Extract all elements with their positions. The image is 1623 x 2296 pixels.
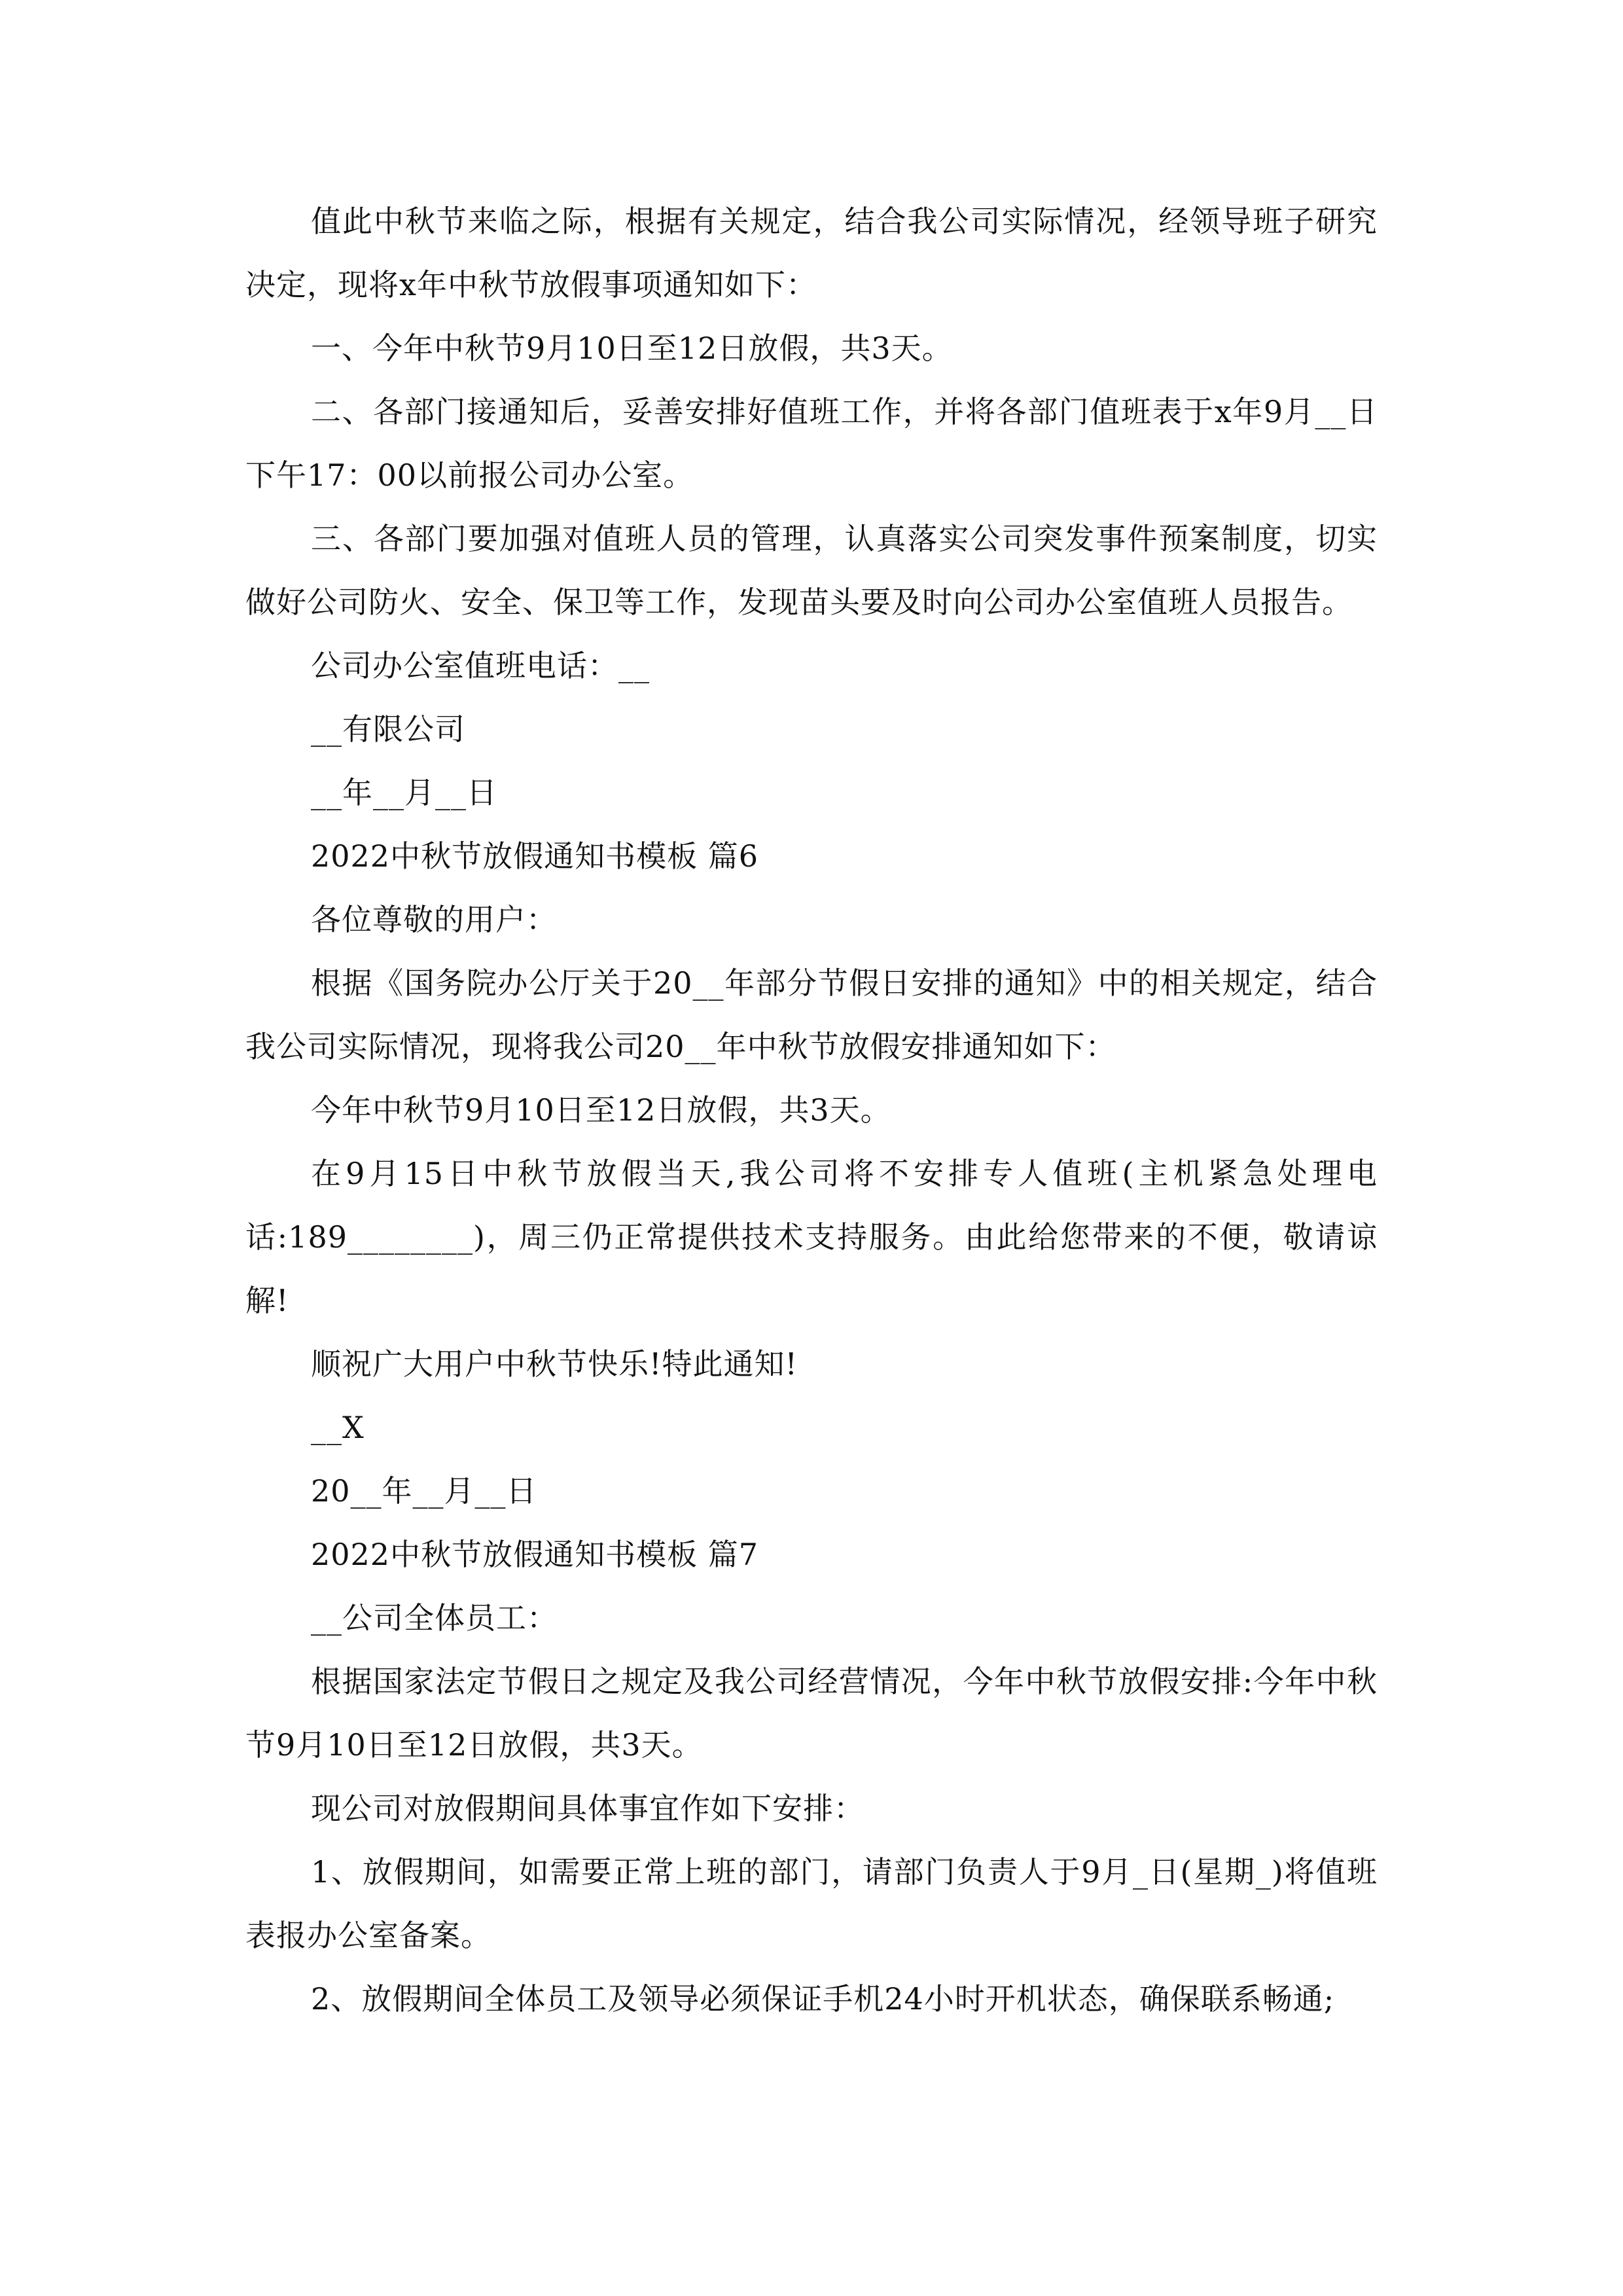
paragraph: 根据《国务院办公厅关于20__年部分节假日安排的通知》中的相关规定，结合我公司实际情况，现将我公司20__年中秋节放假安排通知如下： xyxy=(245,965,1378,1064)
paragraph: 顺祝广大用户中秋节快乐!特此通知! xyxy=(311,1346,798,1382)
greeting: __公司全体员工： xyxy=(311,1600,558,1636)
paragraph: 现公司对放假期间具体事宜作如下安排： xyxy=(311,1791,865,1826)
date-line: __年__月__日 xyxy=(311,775,497,810)
document-body xyxy=(245,190,1378,2031)
paragraph: 三、各部门要加强对值班人员的管理，认真落实公司突发事件预案制度，切实做好公司防火、安全、保卫等工作，发现苗头要及时向公司办公室值班人员报告。 xyxy=(245,521,1378,620)
paragraph: 根据国家法定节假日之规定及我公司经营情况，今年中秋节放假安排:今年中秋节9月10日至12日放假，共3天。 xyxy=(245,1664,1378,1763)
date-line: 20__年__月__日 xyxy=(311,1473,537,1509)
signature: __X xyxy=(311,1410,365,1445)
section-heading: 2022中秋节放假通知书模板 篇7 xyxy=(311,1537,758,1572)
section-heading: 2022中秋节放假通知书模板 篇6 xyxy=(311,838,758,874)
paragraph: 在9月15日中秋节放假当天,我公司将不安排专人值班(主机紧急处理电话:189________)，周三仍正常提供技术支持服务。由此给您带来的不便，敬请谅解! xyxy=(245,1156,1378,1318)
list-item: 2、放假期间全体员工及领导必须保证手机24小时开机状态，确保联系畅通; xyxy=(311,1981,1335,2017)
paragraph: 今年中秋节9月10日至12日放假，共3天。 xyxy=(311,1092,891,1128)
company-signature: __有限公司 xyxy=(311,711,465,747)
paragraph: 一、今年中秋节9月10日至12日放假，共3天。 xyxy=(311,331,953,366)
greeting: 各位尊敬的用户： xyxy=(311,902,557,937)
phone-line: 公司办公室值班电话：__ xyxy=(311,648,650,683)
paragraph: 二、各部门接通知后，妥善安排好值班工作，并将各部门值班表于x年9月__日下午17：00以前报公司办公室。 xyxy=(245,394,1378,493)
list-item: 1、放假期间，如需要正常上班的部门，请部门负责人于9月_日(星期_)将值班表报办公室备案。 xyxy=(245,1854,1378,1953)
paragraph: 值此中秋节来临之际，根据有关规定，结合我公司实际情况，经领导班子研究决定，现将x年中秋节放假事项通知如下： xyxy=(245,204,1378,302)
